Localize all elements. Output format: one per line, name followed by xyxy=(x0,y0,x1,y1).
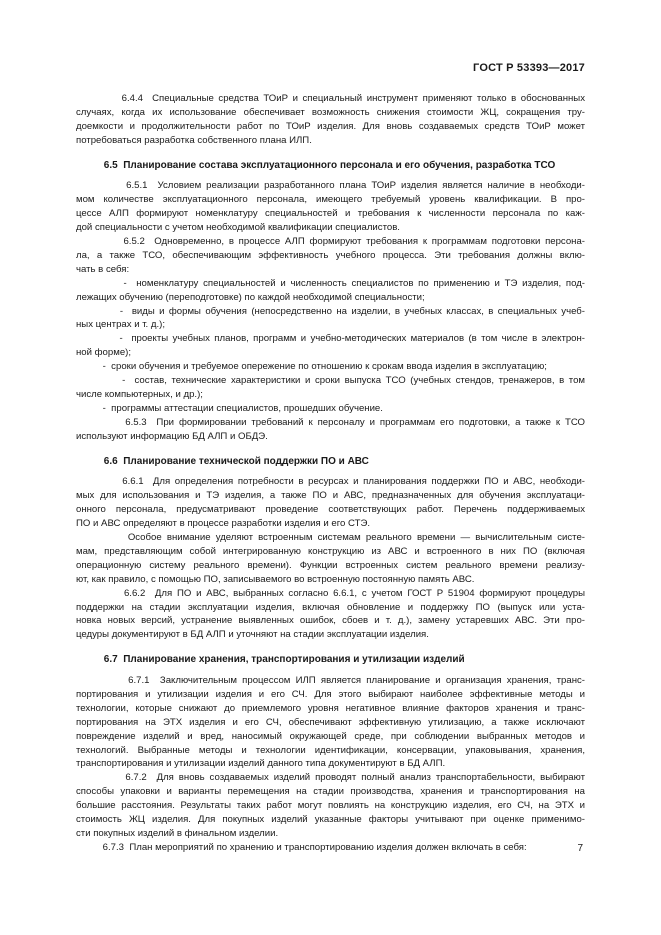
text-line: 6.5.1 Условием реализации разработанного плана ТОиР изделия является наличие в необходи- xyxy=(76,180,585,192)
section-title: 6.5 Планирование состава эксплуатационного персонала и его обучения, разработка ТСО xyxy=(76,159,556,171)
text-line: - номенклатуру специальностей и численность специалистов по применению и ТЭ изделия, под- xyxy=(76,277,585,289)
section-title: 6.7 Планирование хранения, транспортирования и утилизации изделий xyxy=(76,654,465,666)
text-line: чать в себя: xyxy=(76,263,130,275)
text-line: Особое внимание уделяют встроенным системам реального времени — вычислительным систе- xyxy=(76,532,585,544)
text-line: онного персонала, предусматривают проведение соответствующих работ. Перечень поддерживаемых xyxy=(76,504,585,516)
paragraph xyxy=(76,771,585,840)
text-line: стоимость ЖЦ изделия. Для покупных изделий указанные факторы учитывают при оценке применимо- xyxy=(76,814,585,826)
text-line: - состав, технические характеристики и сроки выпуска ТСО (учебных стендов, тренажеров, в том xyxy=(76,375,585,387)
paragraph xyxy=(76,305,585,333)
text-line: случаях, когда их использование обеспечивает возможность снижения стоимости ЖЦ, сокращения тру- xyxy=(76,106,585,118)
text-line: 6.5.2 Одновременно, в процессе АЛП формируют требования к программам подготовки персона- xyxy=(76,236,585,248)
text-line: большие расстояния. Результаты таких работ могут повлиять на конструкцию изделия, его СЧ, на ЭТХ и xyxy=(76,800,585,812)
paragraph xyxy=(76,587,585,643)
text-line: используют информацию БД АЛП и ОБДЭ. xyxy=(76,430,268,442)
paragraph xyxy=(76,277,585,305)
paragraph xyxy=(76,475,585,531)
text-line: сти покупных изделий в финальном изделии. xyxy=(76,827,279,839)
text-line: 6.6.2 Для ПО и АВС, выбранных согласно 6.6.1, с учетом ГОСТ Р 51904 формируют процедуры xyxy=(76,587,585,599)
paragraph xyxy=(76,332,585,360)
text-line: ют, как правило, с помощью ПО, записываемого во встроенную постоянную память АВС. xyxy=(76,573,475,585)
text-line: 6.4.4 Специальные средства ТОиР и специальный инструмент применяют только в обоснованных xyxy=(76,93,585,104)
paragraph xyxy=(76,179,585,235)
standard-header: ГОСТ Р 53393—2017 xyxy=(473,62,585,74)
text-line: операционную систему реального времени). Функции встроенных систем реального времени реализу- xyxy=(76,559,585,571)
text-line: повреждение изделий и вред, наносимый окружающей среде, при соблюдении выбранных методов и xyxy=(76,730,585,742)
text-line: мых для использования и ТЭ изделия, а также ПО и АВС, предназначенных для обучения эксплуатаци- xyxy=(76,490,585,502)
paragraph xyxy=(76,531,585,587)
text-line: новка новых версий, устранение выявленных ошибок, сбоев и т. д.), замену устаревших АВС. Эти про- xyxy=(76,615,585,627)
text-line: технологий. Выбранные методы и технологии идентификации, консервации, упаковывания, хранения, xyxy=(76,744,585,756)
paragraph xyxy=(76,674,585,771)
text-line: ной форме); xyxy=(76,347,132,359)
section-title: 6.6 Планирование технической поддержки ПО и АВС xyxy=(76,455,369,467)
text-line: 6.7.3 План мероприятий по хранению и транспортированию изделия должен включать в себя: xyxy=(76,841,527,853)
text-line: дой специальности с учетом необходимой квалификации специалистов. xyxy=(76,222,400,234)
text-line: - виды и формы обучения (непосредственно на изделии, в учебных классах, в специальных учеб- xyxy=(76,305,585,317)
text-line: лежащих обучению (переподготовке) по каждой необходимой специальности; xyxy=(76,291,425,303)
paragraph xyxy=(76,416,585,444)
text-line: - проекты учебных планов, программ и учебно-методических материалов (в том числе в электрон- xyxy=(76,333,585,345)
text-line: цедуры документируют в БД АЛП и уточняют на стадии эксплуатации изделия. xyxy=(76,629,429,641)
text-line: поддержки на стадии эксплуатации изделия, включая обновление и поддержку ПО (выпуск или уста- xyxy=(76,601,585,613)
text-line: потребоваться разработка собственного плана ИЛП. xyxy=(76,134,312,146)
document-body xyxy=(76,92,585,855)
text-line: мам, представляющим собой интегрированную конструкцию из АВС и встроенного в них ПО (включая xyxy=(76,545,585,557)
text-line: ных центрах и т. д.); xyxy=(76,319,166,331)
paragraph xyxy=(76,841,585,855)
paragraph xyxy=(76,374,585,402)
text-line: ла, а также ТСО, обеспечивающим эффективность учебного процесса. Эти требования должны вклю- xyxy=(76,249,585,261)
text-line: портирования на ЭТХ изделия и его СЧ, обеспечивают эффективную утилизацию, а также исключают xyxy=(76,716,585,728)
text-line: технологии, которые снижают до приемлемого уровня негативное влияние факторов хранения и транс- xyxy=(76,702,585,714)
text-line: доемкости и продолжительности работ по ТОиР изделия. Для вновь создаваемых средств ТОиР может xyxy=(76,120,585,132)
text-line: ПО и АВС определяют в процессе разработки изделия и его СТЭ. xyxy=(76,518,371,530)
paragraph xyxy=(76,402,585,416)
text-line: числе компьютерных, и др.); xyxy=(76,388,203,400)
text-line: цессе АЛП формируют номенклатуру специальностей и требования к численности персонала по каж- xyxy=(76,208,585,220)
text-line: 6.6.1 Для определения потребности в ресурсах и планирования поддержки ПО и АВС, необходи- xyxy=(76,476,585,488)
text-line: 6.7.1 Заключительным процессом ИЛП является планирование и организация хранения, транс- xyxy=(76,675,585,687)
text-line: способы упаковки и варианты перемещения на стадии производства, хранения и транспортирования на xyxy=(76,786,585,798)
paragraph xyxy=(76,92,585,148)
text-line: портирования и утилизации изделия и его СЧ. Для этого выбирают наиболее эффективные методы и xyxy=(76,688,585,700)
text-line: - программы аттестации специалистов, прошедших обучение. xyxy=(76,402,383,414)
text-line: 6.7.2 Для вновь создаваемых изделий проводят полный анализ транспортабельности, выбирают xyxy=(76,772,585,784)
page-number: 7 xyxy=(577,843,583,854)
text-line: мом количестве эксплуатационного персонала, имеющего требуемый уровень квалификации. В про- xyxy=(76,194,585,206)
paragraph xyxy=(76,235,585,277)
text-line: транспортирования и утилизации изделий данного типа документируют в БД АЛП. xyxy=(76,758,446,770)
paragraph xyxy=(76,360,585,374)
text-line: 6.5.3 При формировании требований к персоналу и программам его подготовки, а также к ТСО xyxy=(76,416,585,428)
text-line: - сроки обучения и требуемое опережение по отношению к срокам ввода изделия в эксплуатацию; xyxy=(76,361,547,373)
